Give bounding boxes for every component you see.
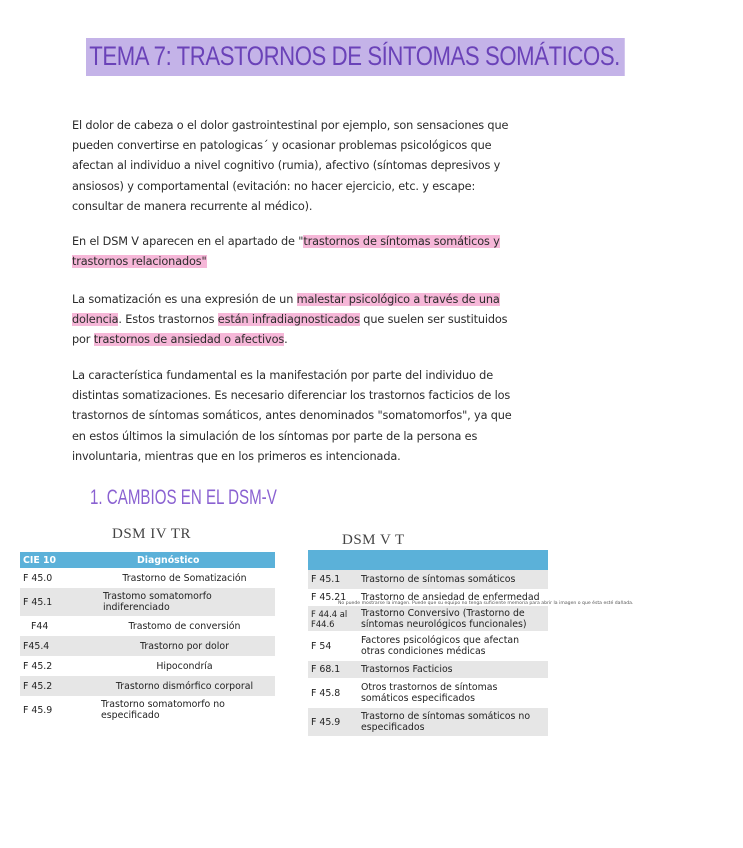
row-desc: Trastorno de Somatización bbox=[122, 572, 247, 584]
table-row bbox=[20, 616, 275, 636]
dsm5-table bbox=[308, 550, 548, 736]
row-code: F 45.2 bbox=[23, 680, 53, 692]
intro-paragraph: El dolor de cabeza o el dolor gastrointestinal por ejemplo, son sensaciones que pueden convertirse en patologicas´ y ocasionar problemas psicológicos que afectan al individuo a nivel cognitivo (rumia), afectivo (síntomas depresivos y ansiosos) y comportamental (evitación: no hacer ejercicio, etc. y escape: consultar de manera recurrente al médico). bbox=[72, 119, 509, 213]
table-row bbox=[308, 708, 548, 736]
row-code: F 68.1 bbox=[311, 664, 341, 675]
row-code: F 44.4 al F44.6 bbox=[311, 608, 348, 629]
somatization-paragraph bbox=[72, 290, 517, 351]
row-desc: Trastomo somatomorfo indiferenciado bbox=[103, 591, 212, 613]
row-desc: Trastorno de síntomas somáticos no especificados bbox=[361, 711, 531, 733]
image-error-note: No puede mostrarse la imagen. Puede que su equipo no tenga suficiente memoria para abrir la imagen o que ésta esté dañada. bbox=[338, 601, 634, 606]
row-desc: Trastorno por dolor bbox=[140, 640, 229, 652]
table-row bbox=[20, 696, 275, 724]
row-code: F 54 bbox=[311, 640, 332, 652]
dsm-paragraph bbox=[72, 232, 517, 272]
section-heading-wrap bbox=[90, 486, 349, 510]
table-row bbox=[308, 678, 548, 708]
row-code: F 45.8 bbox=[311, 687, 341, 699]
som-highlight-malestar: malestar psicológico a través de una dolencia bbox=[72, 293, 500, 327]
row-desc: Trastorno somatomorfo no especificado bbox=[101, 699, 225, 721]
row-desc: Trastomo de conversión bbox=[128, 620, 241, 632]
table-row bbox=[20, 568, 275, 588]
table-row bbox=[20, 636, 275, 656]
dsm4-header-diagnostico: Diagnóstico bbox=[137, 554, 200, 566]
row-code: F 45.9 bbox=[23, 704, 53, 716]
row-desc: Trastorno Conversivo (Trastorno de síntomas neurológicos funcionales) bbox=[361, 607, 527, 630]
row-desc: Trastorno dismórfico corporal bbox=[115, 680, 254, 692]
dsm5-table-title: DSM V T bbox=[342, 532, 405, 548]
som-text-e: que suelen ser sustituidos por bbox=[72, 313, 508, 347]
dsm-highlight: trastornos de síntomas somáticos y trastornos relacionados" bbox=[72, 235, 500, 269]
table-row bbox=[20, 588, 275, 616]
row-desc: Trastornos Facticios bbox=[361, 664, 453, 675]
facticios-paragraph: La característica fundamental es la manifestación por parte del individuo de distintas somatizaciones. Es necesario diferenciar los trastornos facticios de los trastornos de síntomas somáticos, antes denominados "somatomorfos", ya que en estos últimos la simulación de los síntomas por parte de la persona es involuntaria, mientras que en los primeros es intencionada. bbox=[72, 369, 512, 463]
som-highlight-infradiag: están infradiagnosticados bbox=[217, 313, 360, 327]
table-row bbox=[308, 631, 548, 661]
row-code: F 45.0 bbox=[23, 572, 53, 584]
som-highlight-ansiedad: trastornos de ansiedad o afectivos bbox=[93, 333, 285, 347]
row-code: F 45.9 bbox=[311, 716, 341, 728]
table-row bbox=[308, 661, 548, 678]
table-row bbox=[308, 570, 548, 589]
som-text-c: . Estos trastornos bbox=[118, 313, 218, 327]
table-row bbox=[20, 656, 275, 676]
table-row bbox=[308, 606, 548, 631]
row-desc: Factores psicológicos que afectan otras condiciones médicas bbox=[361, 635, 520, 657]
section-heading: 1. CAMBIOS EN EL DSM-V bbox=[90, 486, 277, 509]
row-code: F 45.1 bbox=[311, 574, 341, 585]
dsm4-table-title: DSM IV TR bbox=[112, 526, 191, 542]
dsm5-table-header bbox=[308, 550, 548, 570]
som-text-g: . bbox=[284, 333, 288, 347]
row-code: F44 bbox=[31, 620, 49, 632]
page-title: TEMA 7: TRASTORNOS DE SÍNTOMAS SOMÁTICOS. bbox=[86, 38, 625, 76]
row-code: F 45.1 bbox=[23, 596, 53, 608]
dsm4-table-header bbox=[20, 552, 275, 568]
row-code: F 45.21 bbox=[311, 592, 347, 603]
row-desc: Otros trastornos de síntomas somáticos especificados bbox=[361, 682, 498, 704]
table-row bbox=[20, 676, 275, 696]
row-code: F 45.2 bbox=[23, 660, 53, 672]
row-desc: Hipocondría bbox=[156, 660, 213, 672]
row-desc: Trastorno de ansiedad de enfermedad bbox=[361, 592, 540, 603]
dsm4-header-cie: CIE 10 bbox=[23, 554, 57, 566]
row-desc: Trastorno de síntomas somáticos bbox=[361, 574, 516, 585]
dsm4-table bbox=[20, 552, 275, 724]
row-code: F45.4 bbox=[23, 640, 50, 652]
dsm-paragraph-text: En el DSM V aparecen en el apartado de " bbox=[72, 235, 304, 248]
page-title-wrap bbox=[86, 38, 743, 76]
som-text-a: La somatización es una expresión de un bbox=[72, 293, 297, 306]
